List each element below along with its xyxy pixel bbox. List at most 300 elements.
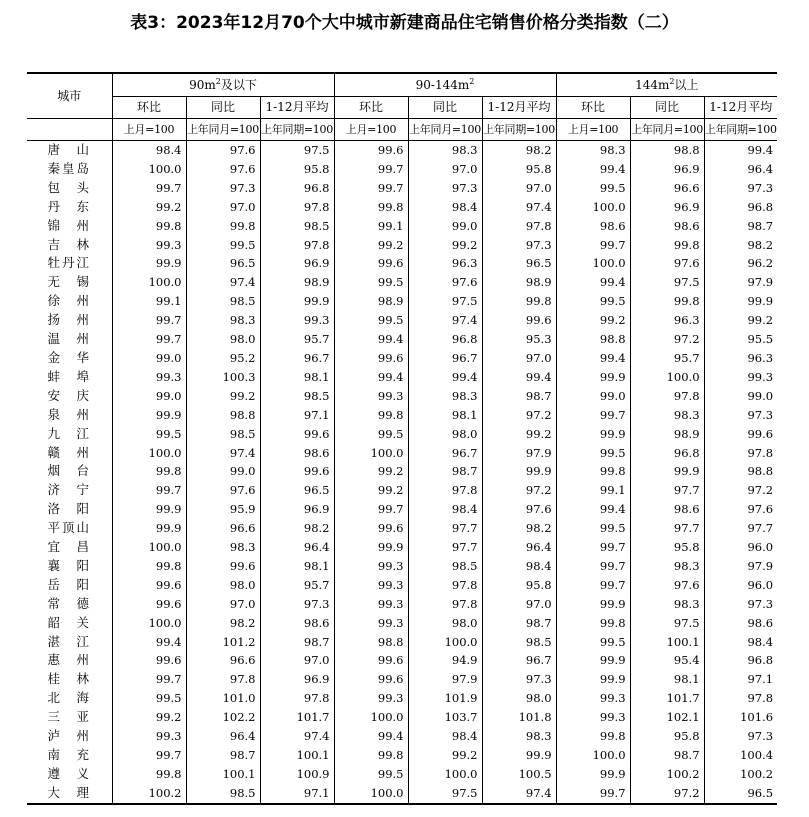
index-value: 98.4 — [704, 633, 777, 652]
index-value: 102.2 — [186, 708, 260, 727]
city-name: 襄 阳 — [47, 557, 91, 573]
index-value: 99.2 — [186, 387, 260, 406]
index-value: 99.9 — [112, 519, 186, 538]
index-value: 97.6 — [186, 141, 260, 160]
index-value: 99.7 — [556, 557, 630, 576]
index-value: 95.8 — [630, 538, 704, 557]
index-value: 96.7 — [408, 349, 482, 368]
index-value: 97.8 — [260, 198, 334, 217]
index-value: 96.8 — [408, 330, 482, 349]
index-value: 97.8 — [704, 689, 777, 708]
index-value: 99.2 — [112, 708, 186, 727]
index-value: 99.2 — [334, 481, 408, 500]
index-value: 98.8 — [556, 330, 630, 349]
index-value: 99.6 — [334, 519, 408, 538]
index-value: 97.7 — [630, 481, 704, 500]
index-value: 99.6 — [334, 670, 408, 689]
index-value: 100.0 — [334, 444, 408, 463]
index-value: 98.6 — [630, 500, 704, 519]
index-value: 100.0 — [630, 368, 704, 387]
index-value: 96.5 — [482, 254, 556, 273]
index-value: 96.7 — [260, 349, 334, 368]
index-value: 98.1 — [408, 406, 482, 425]
index-value: 99.9 — [260, 292, 334, 311]
index-value: 97.4 — [482, 198, 556, 217]
index-value: 98.2 — [186, 614, 260, 633]
index-value: 98.5 — [186, 784, 260, 804]
index-value: 98.7 — [482, 614, 556, 633]
index-value: 97.7 — [408, 519, 482, 538]
table-row — [27, 670, 777, 689]
index-value: 97.4 — [186, 273, 260, 292]
index-value: 99.7 — [112, 481, 186, 500]
group-header-medium: $90-144m^2$ — [334, 73, 556, 97]
index-value: 99.5 — [334, 425, 408, 444]
index-value: 99.9 — [556, 651, 630, 670]
index-value: 98.5 — [482, 633, 556, 652]
index-value: 97.1 — [704, 670, 777, 689]
table-header — [27, 73, 777, 141]
index-value: 100.0 — [112, 614, 186, 633]
index-value: 97.0 — [260, 651, 334, 670]
sub-header-yoy: 同比 — [186, 97, 260, 119]
index-value: 99.6 — [112, 595, 186, 614]
base-header-avg: 上年同期=100 — [704, 119, 777, 141]
index-value: 97.6 — [186, 160, 260, 179]
index-value: 97.0 — [186, 595, 260, 614]
index-value: 97.3 — [482, 236, 556, 255]
city-name: 蚌 埠 — [47, 368, 91, 384]
index-value: 99.4 — [704, 141, 777, 160]
index-value: 97.4 — [482, 784, 556, 804]
table-row — [27, 462, 777, 481]
index-value: 99.2 — [408, 746, 482, 765]
sub-header-avg: 1-12月平均 — [704, 97, 777, 119]
index-value: 95.2 — [186, 349, 260, 368]
index-value: 97.8 — [408, 576, 482, 595]
index-value: 99.1 — [112, 292, 186, 311]
index-value: 99.2 — [112, 198, 186, 217]
table-row — [27, 500, 777, 519]
index-value: 98.4 — [482, 557, 556, 576]
index-value: 98.9 — [260, 273, 334, 292]
group-header-small: $90m^2$及以下 — [112, 73, 334, 97]
index-value: 99.0 — [408, 217, 482, 236]
index-value: 99.9 — [482, 462, 556, 481]
index-value: 98.0 — [408, 425, 482, 444]
table-row — [27, 406, 777, 425]
index-value: 95.7 — [630, 349, 704, 368]
index-value: 100.0 — [556, 746, 630, 765]
index-value: 98.8 — [186, 406, 260, 425]
city-name: 泸 州 — [47, 728, 91, 744]
index-value: 97.0 — [482, 349, 556, 368]
index-value: 99.7 — [112, 670, 186, 689]
index-value: 97.2 — [630, 330, 704, 349]
index-value: 99.3 — [334, 614, 408, 633]
index-value: 97.3 — [408, 179, 482, 198]
index-value: 96.0 — [704, 576, 777, 595]
index-value: 98.5 — [186, 425, 260, 444]
city-name: 安 庆 — [47, 387, 91, 403]
index-value: 96.3 — [704, 349, 777, 368]
index-value: 97.5 — [408, 784, 482, 804]
index-value: 97.2 — [704, 481, 777, 500]
base-header-mom: 上月=100 — [556, 119, 630, 141]
index-value: 97.6 — [704, 500, 777, 519]
index-value: 99.7 — [556, 538, 630, 557]
index-value: 97.8 — [408, 481, 482, 500]
index-value: 97.9 — [408, 670, 482, 689]
index-value: 95.8 — [482, 576, 556, 595]
table-row — [27, 727, 777, 746]
index-value: 99.8 — [112, 217, 186, 236]
index-value: 99.8 — [556, 727, 630, 746]
index-value: 98.3 — [630, 406, 704, 425]
index-value: 98.5 — [260, 217, 334, 236]
table-row — [27, 198, 777, 217]
index-value: 98.4 — [408, 500, 482, 519]
index-value: 97.1 — [260, 406, 334, 425]
index-value: 95.8 — [630, 727, 704, 746]
index-value: 99.0 — [112, 387, 186, 406]
index-value: 100.0 — [334, 708, 408, 727]
table-row — [27, 557, 777, 576]
index-value: 99.3 — [112, 236, 186, 255]
index-value: 99.9 — [556, 670, 630, 689]
index-value: 97.2 — [630, 784, 704, 804]
city-name: 宜 昌 — [47, 539, 91, 555]
index-value: 99.3 — [260, 311, 334, 330]
table-row — [27, 784, 777, 804]
index-value: 99.8 — [112, 765, 186, 784]
city-name: 平顶山 — [47, 520, 91, 536]
sub-header-avg: 1-12月平均 — [482, 97, 556, 119]
index-value: 99.9 — [112, 254, 186, 273]
index-value: 99.5 — [556, 292, 630, 311]
index-value: 96.5 — [704, 784, 777, 804]
index-value: 98.3 — [408, 141, 482, 160]
index-value: 99.6 — [334, 141, 408, 160]
index-value: 96.4 — [482, 538, 556, 557]
index-value: 98.4 — [408, 727, 482, 746]
index-value: 95.5 — [704, 330, 777, 349]
index-value: 101.7 — [260, 708, 334, 727]
index-value: 98.7 — [186, 746, 260, 765]
index-value: 96.7 — [408, 444, 482, 463]
index-value: 97.8 — [408, 595, 482, 614]
index-value: 99.4 — [556, 500, 630, 519]
index-value: 97.8 — [260, 236, 334, 255]
index-value: 99.8 — [334, 198, 408, 217]
index-value: 99.3 — [704, 368, 777, 387]
index-value: 100.9 — [260, 765, 334, 784]
index-value: 99.3 — [112, 368, 186, 387]
index-value: 99.2 — [556, 311, 630, 330]
city-name: 南 充 — [47, 747, 91, 762]
table-row — [27, 746, 777, 765]
index-value: 99.6 — [482, 311, 556, 330]
index-value: 97.3 — [704, 406, 777, 425]
index-value: 97.2 — [482, 406, 556, 425]
index-value: 99.2 — [482, 425, 556, 444]
index-value: 96.9 — [260, 500, 334, 519]
index-value: 98.0 — [482, 689, 556, 708]
index-value: 96.3 — [630, 311, 704, 330]
index-value: 96.0 — [704, 538, 777, 557]
index-value: 98.9 — [482, 273, 556, 292]
index-value: 98.2 — [482, 141, 556, 160]
index-value: 100.4 — [704, 746, 777, 765]
table-row — [27, 765, 777, 784]
base-header-blank — [27, 119, 112, 141]
index-value: 99.5 — [186, 236, 260, 255]
index-value: 99.9 — [556, 595, 630, 614]
index-value: 99.9 — [556, 368, 630, 387]
index-value: 99.6 — [112, 651, 186, 670]
city-name: 牡丹江 — [47, 255, 91, 271]
index-value: 98.5 — [408, 557, 482, 576]
index-value: 101.2 — [186, 633, 260, 652]
table-row — [27, 538, 777, 557]
index-value: 97.6 — [186, 481, 260, 500]
index-value: 97.3 — [186, 179, 260, 198]
index-value: 99.8 — [334, 746, 408, 765]
index-value: 100.1 — [186, 765, 260, 784]
base-header-mom: 上月=100 — [112, 119, 186, 141]
index-value: 99.3 — [556, 689, 630, 708]
table-row — [27, 292, 777, 311]
index-value: 98.3 — [630, 595, 704, 614]
index-value: 99.8 — [630, 236, 704, 255]
index-value: 99.9 — [112, 500, 186, 519]
table-row — [27, 160, 777, 179]
index-value: 96.6 — [186, 519, 260, 538]
index-value: 99.4 — [556, 273, 630, 292]
index-value: 97.6 — [482, 500, 556, 519]
index-value: 99.1 — [334, 217, 408, 236]
index-value: 97.9 — [704, 557, 777, 576]
index-value: 97.5 — [260, 141, 334, 160]
index-value: 98.2 — [704, 236, 777, 255]
index-value: 95.8 — [482, 160, 556, 179]
index-value: 99.5 — [334, 273, 408, 292]
index-value: 96.5 — [186, 254, 260, 273]
index-value: 99.3 — [556, 708, 630, 727]
index-value: 100.2 — [630, 765, 704, 784]
index-value: 99.5 — [556, 519, 630, 538]
index-value: 99.7 — [334, 500, 408, 519]
index-value: 98.7 — [408, 462, 482, 481]
index-value: 99.4 — [408, 368, 482, 387]
table-row — [27, 254, 777, 273]
index-value: 100.3 — [186, 368, 260, 387]
city-name: 锦 州 — [47, 217, 91, 233]
index-value: 99.5 — [112, 425, 186, 444]
index-value: 99.7 — [334, 179, 408, 198]
index-value: 101.0 — [186, 689, 260, 708]
index-value: 102.1 — [630, 708, 704, 727]
index-value: 100.2 — [112, 784, 186, 804]
index-value: 99.9 — [556, 765, 630, 784]
index-value: 99.4 — [334, 727, 408, 746]
index-value: 99.7 — [334, 160, 408, 179]
index-value: 100.0 — [334, 784, 408, 804]
index-value: 98.9 — [630, 425, 704, 444]
index-value: 97.5 — [630, 273, 704, 292]
index-value: 98.6 — [260, 614, 334, 633]
city-name: 桂 林 — [47, 671, 91, 687]
index-value: 98.3 — [556, 141, 630, 160]
index-value: 98.3 — [186, 311, 260, 330]
index-value: 99.4 — [556, 349, 630, 368]
index-value: 99.7 — [112, 746, 186, 765]
index-value: 98.9 — [334, 292, 408, 311]
table-row — [27, 311, 777, 330]
index-value: 98.1 — [260, 368, 334, 387]
index-value: 97.0 — [186, 198, 260, 217]
index-value: 98.0 — [186, 576, 260, 595]
index-value: 103.7 — [408, 708, 482, 727]
city-name: 包 头 — [47, 179, 91, 195]
index-value: 101.7 — [630, 689, 704, 708]
index-value: 99.3 — [112, 727, 186, 746]
index-value: 97.3 — [704, 179, 777, 198]
index-value: 97.8 — [704, 444, 777, 463]
index-value: 97.7 — [408, 538, 482, 557]
table-row — [27, 651, 777, 670]
index-value: 99.6 — [334, 254, 408, 273]
table-row — [27, 273, 777, 292]
index-value: 99.0 — [704, 387, 777, 406]
base-header-avg: 上年同期=100 — [482, 119, 556, 141]
price-index-table — [27, 72, 777, 805]
index-value: 97.1 — [260, 784, 334, 804]
base-header-yoy: 上年同月=100 — [630, 119, 704, 141]
index-value: 98.7 — [260, 633, 334, 652]
index-value: 99.9 — [704, 292, 777, 311]
index-value: 99.4 — [334, 330, 408, 349]
index-value: 99.8 — [630, 292, 704, 311]
index-value: 97.3 — [704, 727, 777, 746]
index-value: 98.5 — [260, 387, 334, 406]
index-value: 99.6 — [112, 576, 186, 595]
index-value: 96.8 — [260, 179, 334, 198]
index-value: 98.8 — [630, 141, 704, 160]
index-value: 98.3 — [186, 538, 260, 557]
index-value: 96.9 — [260, 670, 334, 689]
index-value: 97.5 — [630, 614, 704, 633]
index-value: 95.7 — [260, 576, 334, 595]
index-value: 99.5 — [556, 444, 630, 463]
index-value: 97.6 — [408, 273, 482, 292]
table-title: 表3：2023年12月70个大中城市新建商品住宅销售价格分类指数（二） — [130, 13, 679, 33]
sub-header-mom: 环比 — [112, 97, 186, 119]
city-name: 三 亚 — [47, 709, 91, 725]
index-value: 97.8 — [260, 689, 334, 708]
index-value: 99.4 — [482, 368, 556, 387]
index-value: 96.7 — [482, 651, 556, 670]
index-value: 97.3 — [704, 595, 777, 614]
index-value: 101.9 — [408, 689, 482, 708]
city-name: 温 州 — [47, 331, 91, 347]
index-value: 97.0 — [482, 179, 556, 198]
index-value: 100.0 — [408, 765, 482, 784]
index-value: 99.2 — [704, 311, 777, 330]
index-value: 96.6 — [186, 651, 260, 670]
index-value: 99.5 — [556, 179, 630, 198]
index-value: 97.9 — [704, 273, 777, 292]
index-value: 99.6 — [334, 349, 408, 368]
index-value: 100.0 — [408, 633, 482, 652]
index-value: 100.2 — [704, 765, 777, 784]
index-value: 99.6 — [260, 462, 334, 481]
index-value: 97.3 — [482, 670, 556, 689]
table-row — [27, 595, 777, 614]
index-value: 97.8 — [186, 670, 260, 689]
index-value: 97.4 — [260, 727, 334, 746]
group-header-large: $144m^2$以上 — [556, 73, 777, 97]
table-row — [27, 349, 777, 368]
index-value: 99.6 — [704, 425, 777, 444]
index-value: 98.0 — [408, 614, 482, 633]
table-row — [27, 444, 777, 463]
index-value: 99.4 — [556, 160, 630, 179]
base-header-yoy: 上年同月=100 — [186, 119, 260, 141]
city-name: 唐 山 — [47, 142, 91, 157]
index-value: 97.0 — [408, 160, 482, 179]
index-value: 98.6 — [630, 217, 704, 236]
city-name: 北 海 — [47, 690, 91, 706]
table-row — [27, 368, 777, 387]
index-value: 99.2 — [334, 462, 408, 481]
city-name: 韶 关 — [47, 614, 91, 630]
index-value: 100.0 — [112, 538, 186, 557]
index-value: 99.1 — [556, 481, 630, 500]
index-value: 99.2 — [408, 236, 482, 255]
city-name: 烟 台 — [47, 463, 91, 479]
index-value: 99.8 — [112, 557, 186, 576]
index-value: 99.7 — [556, 576, 630, 595]
index-value: 95.7 — [260, 330, 334, 349]
index-value: 99.8 — [556, 462, 630, 481]
index-value: 99.8 — [334, 406, 408, 425]
index-value: 97.6 — [630, 576, 704, 595]
index-value: 98.4 — [408, 198, 482, 217]
table-row — [27, 633, 777, 652]
index-value: 98.0 — [186, 330, 260, 349]
index-value: 98.1 — [630, 670, 704, 689]
city-header: 城市 — [27, 73, 112, 119]
table-row — [27, 330, 777, 349]
sub-header-avg: 1-12月平均 — [260, 97, 334, 119]
index-value: 98.1 — [260, 557, 334, 576]
index-value: 99.9 — [482, 746, 556, 765]
city-name: 岳 阳 — [47, 576, 91, 592]
index-value: 96.8 — [630, 444, 704, 463]
index-value: 99.8 — [112, 462, 186, 481]
table-row — [27, 708, 777, 727]
index-value: 100.0 — [112, 273, 186, 292]
index-value: 96.8 — [704, 198, 777, 217]
index-value: 99.9 — [630, 462, 704, 481]
index-value: 95.3 — [482, 330, 556, 349]
index-value: 98.6 — [556, 217, 630, 236]
index-value: 99.3 — [334, 387, 408, 406]
index-value: 99.8 — [556, 614, 630, 633]
index-value: 99.8 — [186, 217, 260, 236]
table-row — [27, 236, 777, 255]
